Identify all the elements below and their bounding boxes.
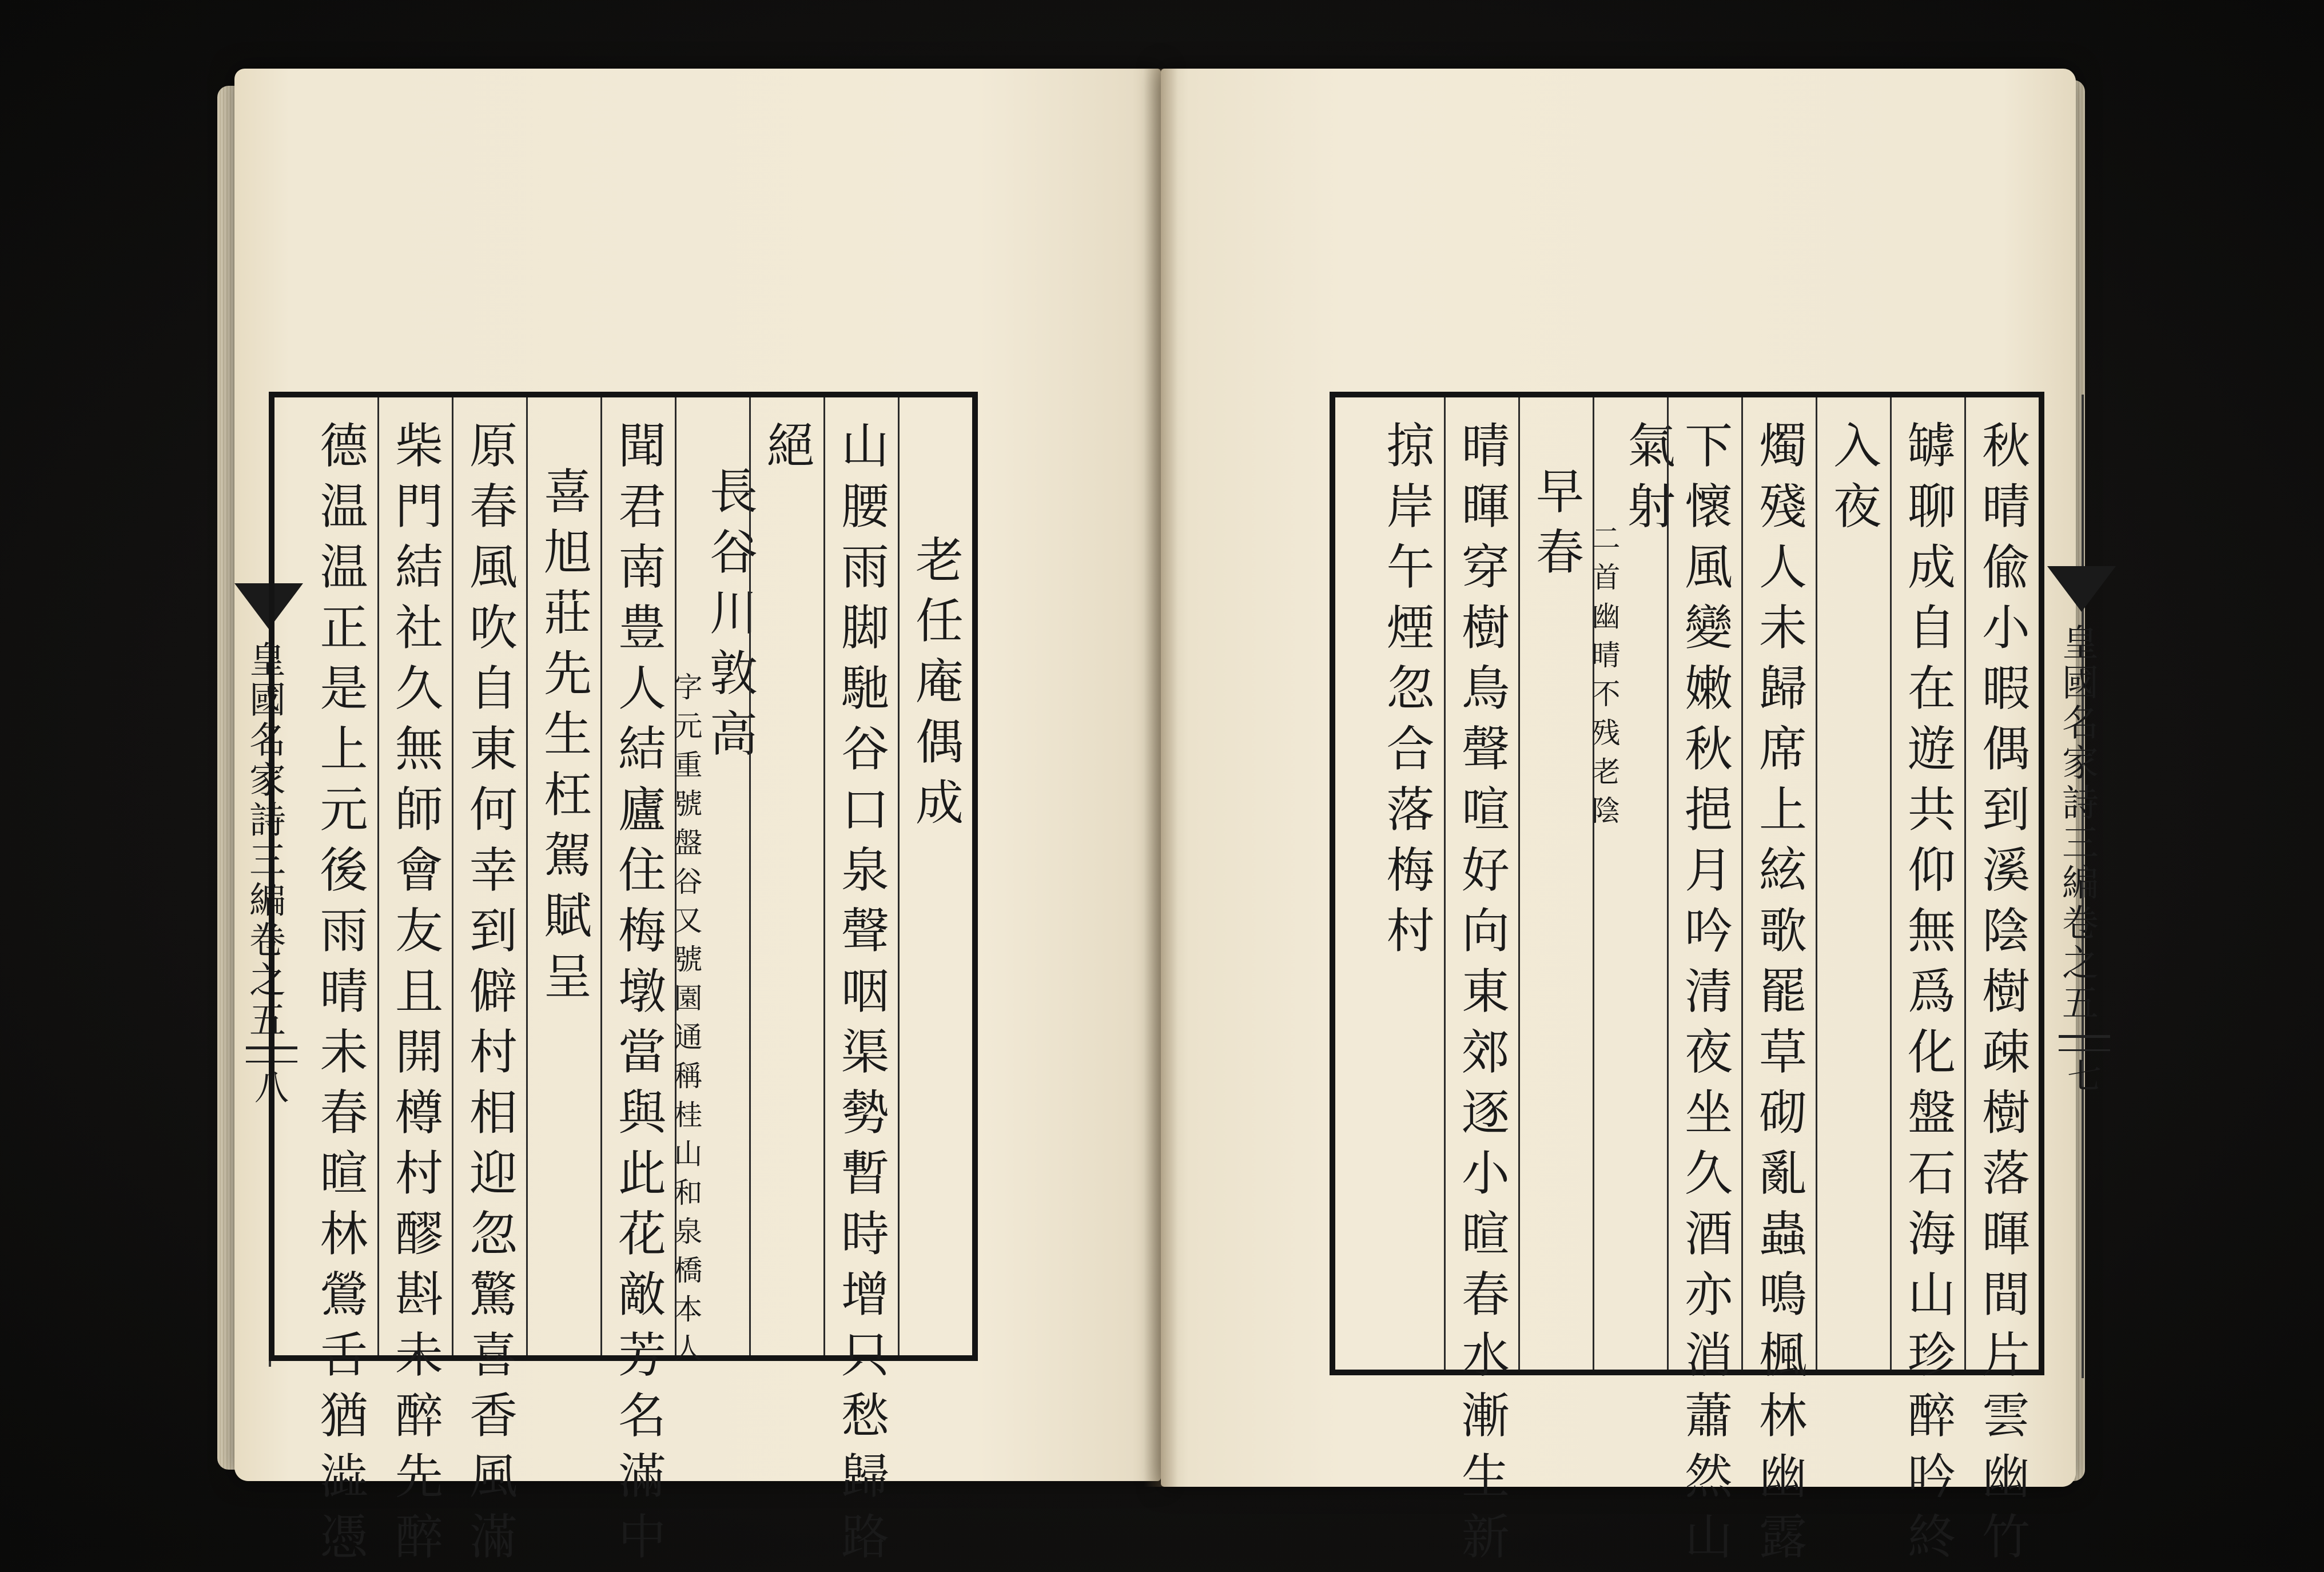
text-column: 燭殘人未歸席上絃歌罷草砌亂蟲鳴楓林幽露 [1741, 397, 1816, 1370]
text-column: 德温温正是上元後雨晴未春暄林鶯舌猶澁憑 [312, 420, 368, 1572]
right-text-frame [1330, 392, 2044, 1572]
margin-title: 皇國名家詩三編卷之五 [243, 640, 285, 1041]
text-column: 聞君南豊人結廬住梅墩當與此花敵芳名滿中 [600, 397, 675, 1355]
page-number: 八 [249, 1069, 289, 1106]
text-column: 晴暉穿樹鳥聲喧好向東郊逐小暄春水漸生新 [1444, 397, 1518, 1370]
text-column: 絕 [749, 397, 823, 1355]
text-column: 原春風吹自東何幸到僻村相迎忽驚喜香風滿 [452, 397, 526, 1355]
text-column: 罅聊成自在遊共仰無爲化盤石海山珍醉吟終 [1890, 397, 1964, 1370]
poem-note: 二首幽晴不残老陰 [1587, 523, 1621, 834]
fish-tail-mark [2047, 566, 2116, 612]
text-column: 掠岸午煙忽合落梅村 [1379, 420, 1435, 966]
text-column: 山腰雨脚馳谷口泉聲咽渠勢暫時增只愁歸路 [823, 397, 898, 1355]
right-margin-block [2047, 395, 2122, 1378]
text-column: 老任庵偶成 [898, 397, 972, 1355]
text-column: 秋晴偸小暇偶到溪陰樹疎樹落暉間片雲幽竹 [1964, 397, 2039, 1370]
text-column: 入夜 [1816, 397, 1890, 1370]
author-note: 字元重號盤谷又號園通稱桂山和泉橋本人 [669, 672, 703, 1372]
author-column: 長谷川敦高 字元重號盤谷又號園通稱桂山和泉橋本人 [675, 397, 749, 1355]
poem-title-column: 早春 [1518, 397, 1593, 1370]
text-column: 柴門結社久無師會友且開樽村醪斟未醉先醉 [377, 397, 452, 1355]
page-number: 七 [2062, 1058, 2102, 1095]
text-column: 喜旭莊先生枉駕賦呈 [526, 397, 600, 1355]
left-text-frame [269, 392, 978, 1572]
book-gutter [1144, 69, 1178, 1487]
text-column: 氣射 二首幽晴不残老陰 [1593, 397, 1667, 1370]
text-column: 下懷風變嫩秋挹月吟清夜坐久酒亦消蕭然山 [1667, 397, 1741, 1370]
margin-title: 皇國名家詩三編卷之五 [2056, 623, 2098, 1024]
